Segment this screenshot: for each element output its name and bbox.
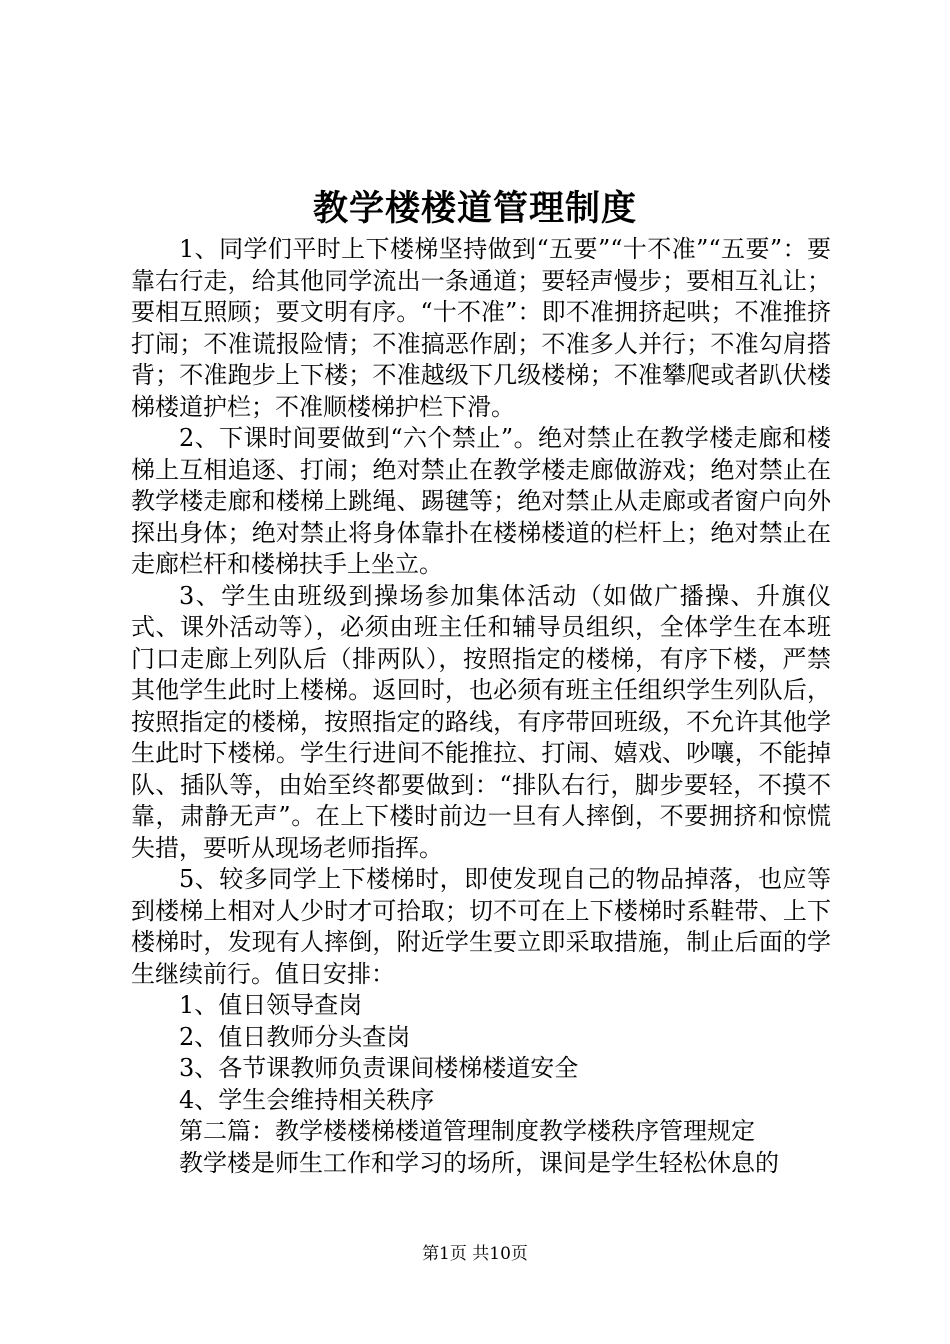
duty-item-4: 4、学生会维持相关秩序 <box>179 1085 435 1114</box>
page-footer: 第1页 共10页 <box>422 1244 528 1264</box>
document-title: 教学楼楼道管理制度 <box>312 189 637 229</box>
duty-item-2: 2、值日教师分头查岗 <box>179 1022 411 1051</box>
paragraph-rule-2: 2、下课时间要做到“六个禁止”。绝对禁止在教学楼走廊和楼梯上互相追逐、打闹；绝对禁止在教学楼走廊做游戏；绝对禁止在教学楼走廊和楼梯上跳绳、踢毽等；绝对禁止从走廊或者窗户向外探出身体；绝对禁止将身体靠扑在楼梯楼道的栏杆上；绝对禁止在走廊栏杆和楼梯扶手上坐立。 <box>131 424 831 578</box>
paragraph-rule-1: 1、同学们平时上下楼梯坚持做到“五要”“十不准”“五要”：要靠右行走，给其他同学流出一条通道；要轻声慢步；要相互礼让；要相互照顾；要文明有序。“十不准”：即不准拥挤起哄；不准推挤打闹；不准谎报险情；不准搞恶作剧；不准多人并行；不准勾肩搭背；不准跑步上下楼；不准越级下几级楼梯；不准攀爬或者趴伏楼梯楼道护栏；不准顺楼梯护栏下滑。 <box>131 235 831 421</box>
duty-item-1: 1、值日领导查岗 <box>179 991 363 1019</box>
paragraph-rule-5: 5、较多同学上下楼梯时，即使发现自己的物品掉落，也应等到楼梯上相对人少时才可拾取；切不可在上下楼梯时系鞋带、上下楼梯时，发现有人摔倒，附近学生要立即采取措施，制止后面的学生继续前行。值日安排： <box>131 865 831 988</box>
part-two-heading: 第二篇：教学楼楼梯楼道管理制度教学楼秩序管理规定 <box>179 1117 755 1145</box>
document-body <box>131 234 831 1179</box>
part-two-first-line: 教学楼是师生工作和学习的场所，课间是学生轻松休息的 <box>179 1148 779 1177</box>
paragraph-rule-3: 3、学生由班级到操场参加集体活动（如做广播操、升旗仪式、课外活动等），必须由班主任和辅导员组织，全体学生在本班门口走廊上列队后（排两队），按照指定的楼梯，有序下楼，严禁其他学生此时上楼梯。返回时，也必须有班主任组织学生列队后，按照指定的楼梯，按照指定的路线，有序带回班级，不允许其他学生此时下楼梯。学生行进间不能推拉、打闹、嬉戏、吵嚷，不能掉队、插队等，由始至终都要做到：“排队右行，脚步要轻，不摸不靠，肃静无声”。在上下楼时前边一旦有人摔倒，不要拥挤和惊慌失措，要听从现场老师指挥。 <box>131 581 831 862</box>
duty-item-3: 3、各节课教师负责课间楼梯楼道安全 <box>179 1054 579 1082</box>
